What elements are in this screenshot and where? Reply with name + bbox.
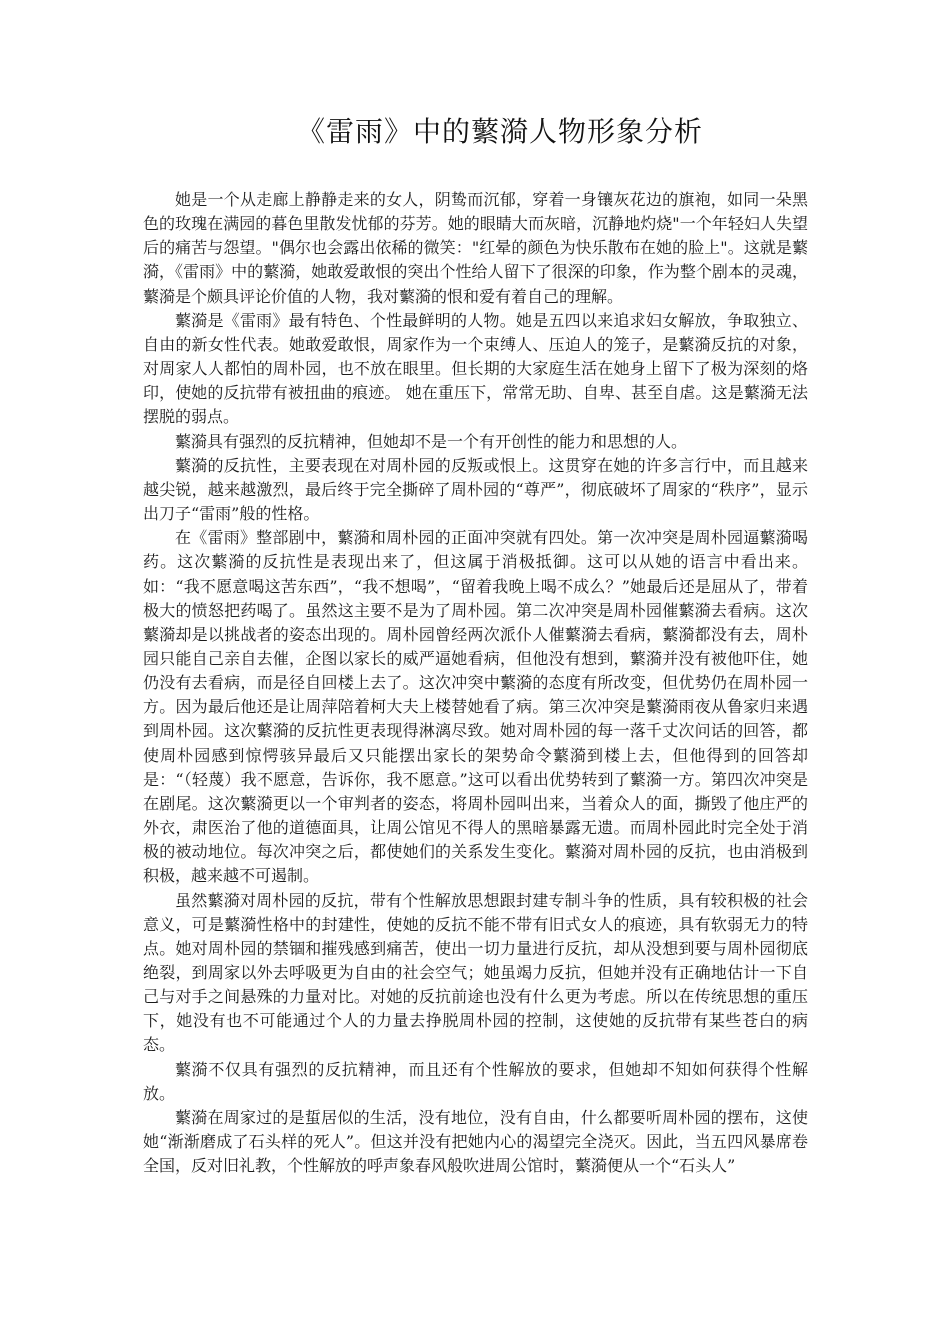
document-title: 《雷雨》中的蘩漪人物形象分析	[296, 115, 703, 148]
paragraph: 蘩漪不仅具有强烈的反抗精神，而且还有个性解放的要求，但她却不知如何获得个性解放。	[143, 1059, 808, 1103]
paragraph: 蘩漪是《雷雨》最有特色、个性最鲜明的人物。她是五四以来追求妇女解放，争取独立、自由的新女性代表。她敢爱敢恨，周家作为一个束缚人、压迫人的笼子，是蘩漪反抗的对象，对周家人人都怕的周朴园，也不放在眼里。但长期的大家庭生活在她身上留下了极为深刻的烙印，使她的反抗带有被扭曲的痕迹。 她在重压下，常常无助、自卑、甚至自虐。这是蘩漪无法摆脱的弱点。	[143, 310, 808, 427]
paragraph: 她是一个从走廊上静静走来的女人，阴鸷而沉郁，穿着一身镶灰花边的旗袍，如同一朵黑色的玫瑰在满园的暮色里散发忧郁的芬芳。她的眼睛大而灰暗，沉静地灼烧"一个年轻妇人失望后的痛苦与怨望。"偶尔也会露出依稀的微笑："红晕的颜色为快乐散布在她的脸上"。这就是蘩漪，《雷雨》中的蘩漪，她敢爱敢恨的突出个性给人留下了很深的印象，作为整个剧本的灵魂，蘩漪是个颇具评论价值的人物，我对蘩漪的恨和爱有着自己的理解。	[143, 190, 808, 306]
paragraph: 蘩漪在周家过的是蜇居似的生活，没有地位，没有自由，什么都要听周朴园的摆布，这使她“渐渐磨成了石头样的死人”。但这并没有把她内心的渴望完全浇灭。因此，当五四风暴席卷全国，反对旧礼教，个性解放的呼声象春风般吹进周公馆时，蘩漪便从一个“石头人”	[143, 1107, 808, 1176]
paragraph: 虽然蘩漪对周朴园的反抗，带有个性解放思想跟封建专制斗争的性质，具有较积极的社会意义，可是蘩漪性格中的封建性，使她的反抗不能不带有旧式女人的痕迹，具有软弱无力的特点。她对周朴园的禁锢和摧残感到痛苦，使出一切力量进行反抗，却从没想到要与周朴园彻底绝裂，到周家以外去呼吸更为自由的社会空气；她虽竭力反抗，但她并没有正确地估计一下自己与对手之间悬殊的力量对比。对她的反抗前途也没有什么更为考虑。所以在传统思想的重压下，她没有也不可能通过个人的力量去挣脱周朴园的控制，这使她的反抗带有某些苍白的病态。	[143, 890, 808, 1055]
document-body	[143, 188, 808, 1178]
paragraph: 在《雷雨》整部剧中，蘩漪和周朴园的正面冲突就有四处。第一次冲突是周朴园逼蘩漪喝药。这次蘩漪的反抗性是表现出来了，但这属于消极抵御。这可以从她的语言中看出来。如：“我不愿意喝这苦东西”，“我不想喝”，“留着我晚上喝不成么？”她最后还是屈从了，带着极大的愤怒把药喝了。虽然这主要不是为了周朴园。第二次冲突是周朴园催蘩漪去看病。这次蘩漪却是以挑战者的姿态出现的。周朴园曾经两次派仆人催蘩漪去看病，蘩漪都没有去，周朴园只能自己亲自去催，企图以家长的威严逼她看病，但他没有想到，蘩漪并没有被他吓住，她仍没有去看病，而是径自回楼上去了。这次冲突中蘩漪的态度有所改变，但优势仍在周朴园一方。因为最后他还是让周萍陪着柯大夫上楼替她看了病。第三次冲突是蘩漪雨夜从鲁家归来遇到周朴园。这次蘩漪的反抗性更表现得淋漓尽致。她对周朴园的每一落千丈次问话的回答，都使周朴园感到惊愕骇异最后又只能摆出家长的架势命令蘩漪到楼上去，但他得到的回答却是：“（轻蔑）我不愿意，告诉你，我不愿意。”这可以看出优势转到了蘩漪一方。第四次冲突是在剧尾。这次蘩漪更以一个审判者的姿态，将周朴园叫出来，当着众人的面，撕毁了他庄严的外衣，肃医治了他的道德面具，让周公馆见不得人的黑暗暴露无遗。而周朴园此时完全处于消极的被动地位。每次冲突之后，都使她们的关系发生变化。蘩漪对周朴园的反抗，也由消极到积极，越来越不可遏制。	[143, 528, 808, 886]
paragraph: 蘩漪具有强烈的反抗精神，但她却不是一个有开创性的能力和思想的人。	[175, 431, 688, 451]
paragraph: 蘩漪的反抗性，主要表现在对周朴园的反叛或恨上。这贯穿在她的许多言行中，而且越来越尖锐，越来越激烈，最后终于完全撕碎了周朴园的“尊严”，彻底破坏了周家的“秩序”，显示出刀子“雷雨”般的性格。	[143, 455, 808, 524]
